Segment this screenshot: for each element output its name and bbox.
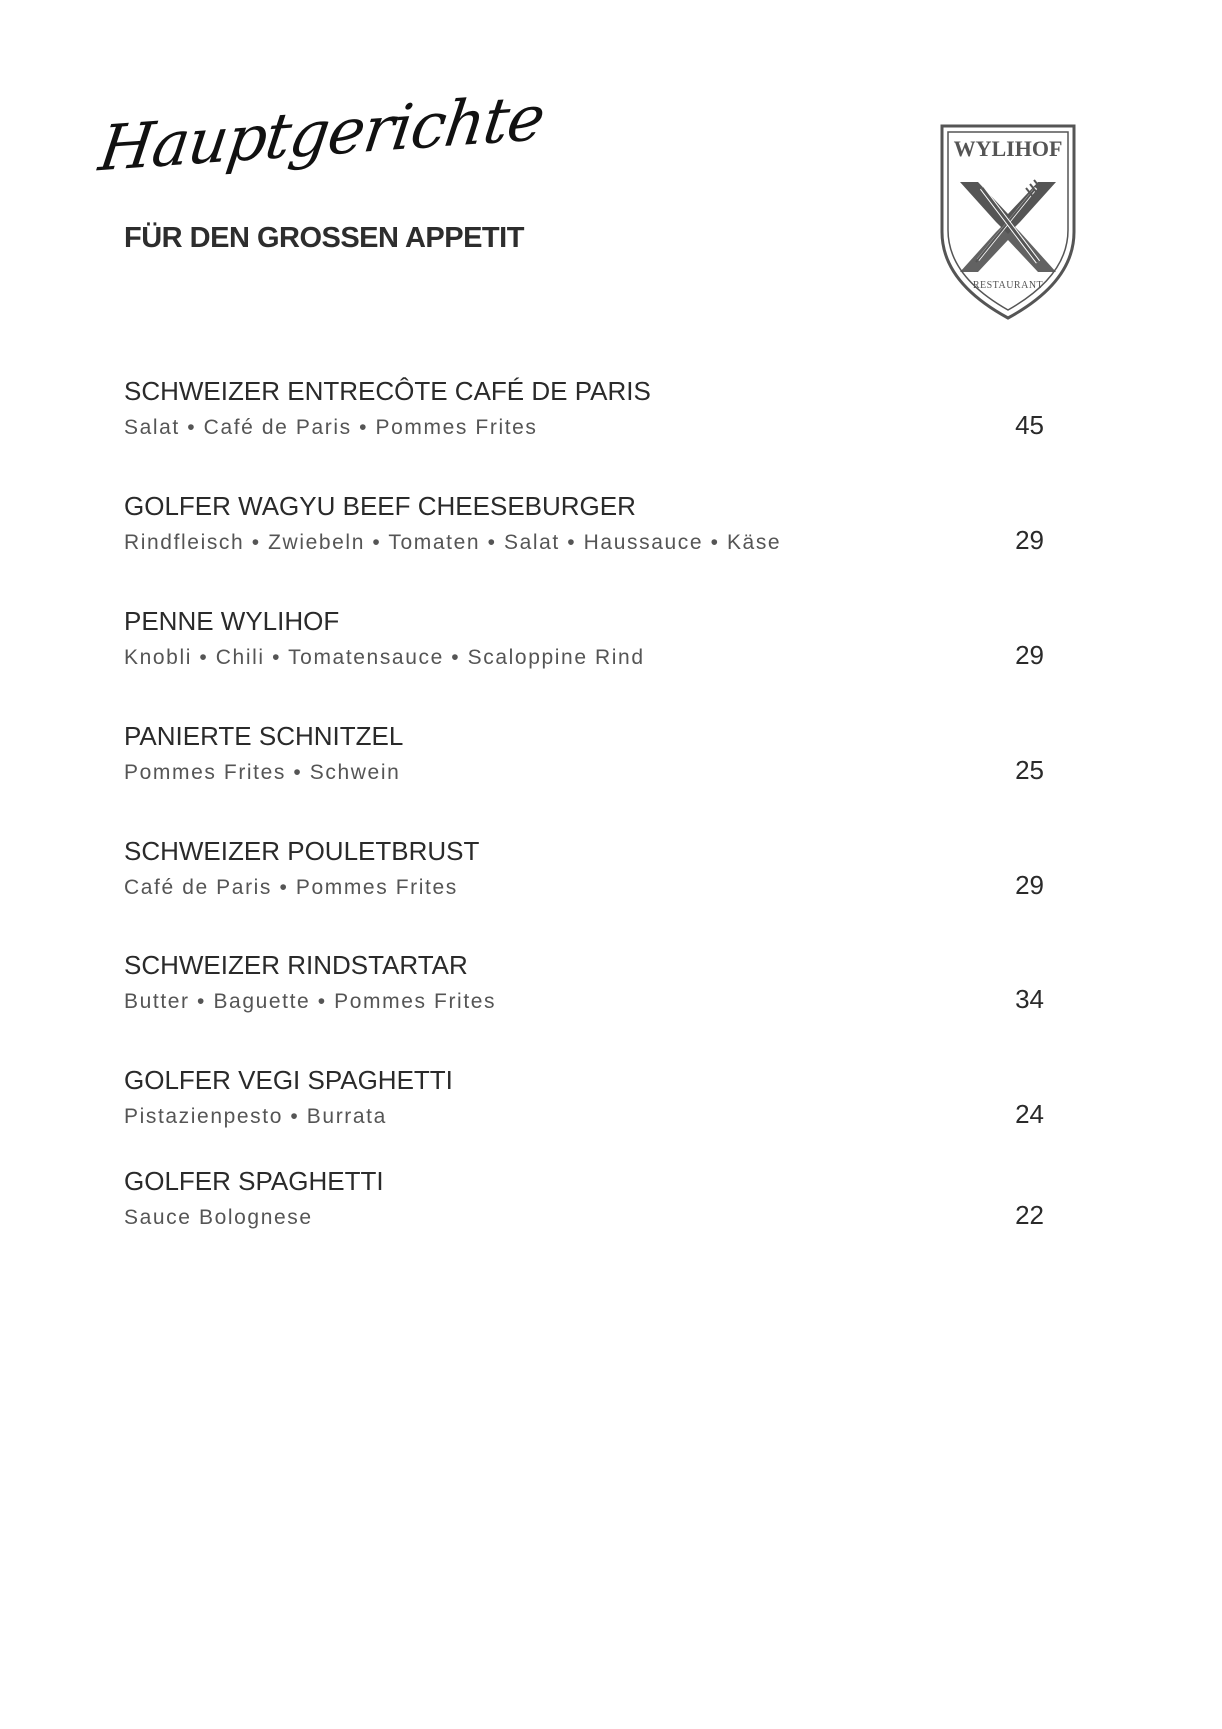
logo-top-text: WYLIHOF [953, 136, 1063, 161]
item-price: 34 [1015, 984, 1044, 1014]
item-description: Pistazienpesto • Burrata [124, 1105, 387, 1128]
item-price: 29 [1015, 640, 1044, 670]
wylihof-logo [938, 122, 1078, 322]
item-name: GOLFER WAGYU BEEF CHEESEBURGER [124, 491, 636, 521]
item-description: Knobli • Chili • Tomatensauce • Scaloppine Rind [124, 646, 645, 669]
item-name: PANIERTE SCHNITZEL [124, 721, 404, 751]
menu-item [124, 950, 1044, 1040]
page-subtitle: FÜR DEN GROSSEN APPETIT [124, 222, 524, 254]
item-price: 22 [1015, 1200, 1044, 1230]
item-description: Butter • Baguette • Pommes Frites [124, 990, 497, 1013]
item-name: GOLFER SPAGHETTI [124, 1166, 384, 1196]
item-price: 25 [1015, 755, 1044, 785]
menu-item [124, 836, 1044, 926]
menu-item [124, 491, 1044, 581]
menu-item [124, 606, 1044, 696]
item-price: 24 [1015, 1099, 1044, 1129]
menu-item [124, 1065, 1044, 1155]
item-description: Café de Paris • Pommes Frites [124, 876, 458, 899]
menu-item [124, 721, 1044, 811]
script-title: Hauptgerichte [94, 80, 549, 186]
item-description: Sauce Bolognese [124, 1206, 313, 1229]
logo-bottom-text: RESTAURANT [972, 280, 1044, 291]
item-name: SCHWEIZER RINDSTARTAR [124, 950, 468, 980]
item-name: GOLFER VEGI SPAGHETTI [124, 1065, 453, 1095]
crossed-fork-knife-shield-icon [938, 122, 1078, 322]
item-price: 45 [1015, 410, 1044, 440]
item-name: SCHWEIZER ENTRECÔTE CAFÉ DE PARIS [124, 376, 651, 406]
menu-item [124, 1166, 1044, 1256]
menu-item [124, 376, 1044, 466]
item-name: SCHWEIZER POULETBRUST [124, 836, 480, 866]
item-description: Pommes Frites • Schwein [124, 761, 401, 784]
item-description: Salat • Café de Paris • Pommes Frites [124, 416, 538, 439]
item-name: PENNE WYLIHOF [124, 606, 340, 636]
item-price: 29 [1015, 525, 1044, 555]
item-price: 29 [1015, 870, 1044, 900]
item-description: Rindfleisch • Zwiebeln • Tomaten • Salat • Haussauce • Käse [124, 531, 782, 554]
